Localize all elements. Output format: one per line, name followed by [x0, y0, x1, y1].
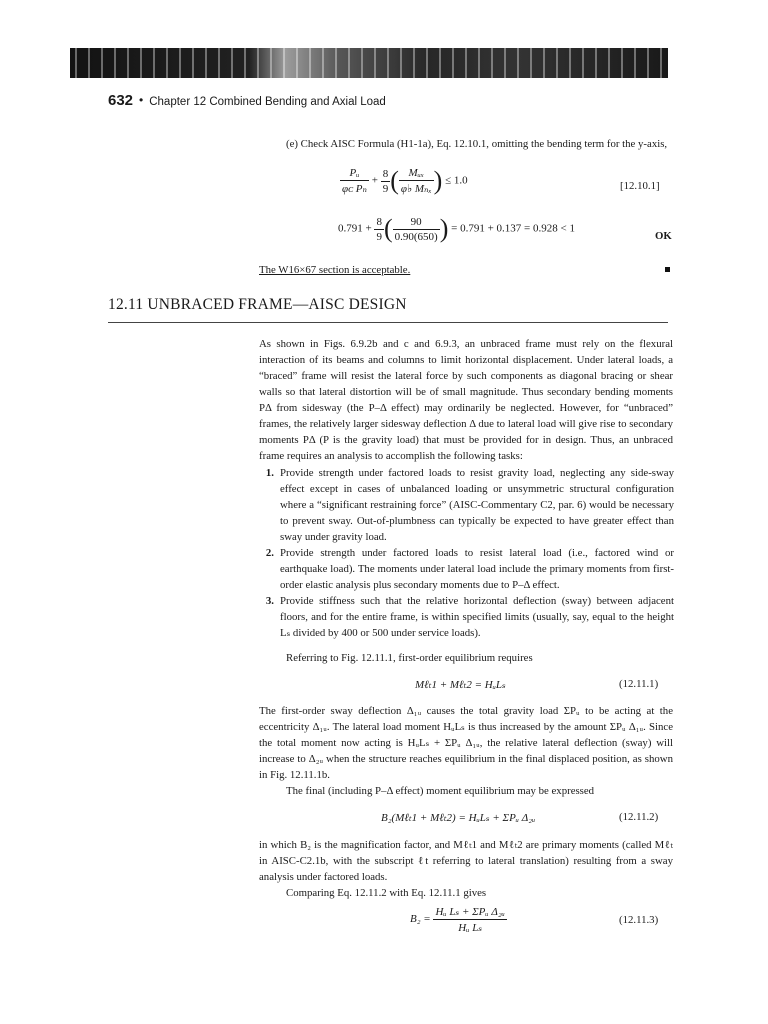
list-item-text: Provide stiffness such that the relative horizontal deflection (sway) between adjacent floors, and for the entire frame, is within specified limits (usually, say, equal to the height Lₛ divided by 400 or 500 under service loads). — [280, 595, 674, 639]
eq-number-12-11-2: (12.11.2) — [619, 811, 659, 823]
eq-rhs: = 0.791 + 0.137 = 0.928 < 1 — [451, 222, 575, 235]
task-list — [258, 465, 674, 641]
step-e-text: (e) Check AISC Formula (H1-1a), Eq. 12.10.1, omitting the bending term for the y-axis, — [286, 138, 668, 150]
eq-frac-b2 — [433, 905, 506, 934]
section-heading: 12.11 UNBRACED FRAME—AISC DESIGN — [108, 296, 407, 313]
frac-numerator: 90 — [393, 216, 440, 230]
left-paren: ( — [390, 166, 399, 195]
conclusion-text: The W16×67 section is acceptable. — [259, 264, 411, 276]
eq-number-12-10-1: [12.10.1] — [620, 180, 660, 192]
bullet-separator: • — [139, 93, 144, 107]
paragraph-magnification: in which B₂ is the magnification factor, and Mℓₜ1 and Mℓₜ2 are primary moments (called Mℓₜ in AISC-C2.1b, with the subscript ℓt referring to lateral translation) resulting from a sway analysis under factored loads. — [259, 839, 673, 883]
equation-check — [338, 214, 575, 244]
equation-12-10-1 — [340, 166, 468, 196]
paragraph-final-equilibrium: The final (including P–Δ effect) moment equilibrium may be expressed — [286, 785, 595, 797]
page-number: 632 — [108, 92, 134, 109]
eq-frac-coef — [374, 216, 384, 243]
right-paren: ) — [433, 166, 443, 195]
frac-denominator: φᴄ Pₙ — [342, 183, 367, 195]
paragraph-intro: As shown in Figs. 6.9.2b and c and 6.9.3, an unbraced frame must rely on the flexural interaction of its beams and columns to limit horizontal displacement. Under lateral loads, a “braced” frame will resist the lateral force by such components as diagonal bracing or shear walls so that lateral distortion will be of small magnitude. Thus secondary bending moments PΔ from sidesway (the P–Δ effect) may ordinarily be neglected. However, for “unbraced” frames, the relatively larger sidesway deflection Δ due to lateral load will give rise to secondary moments PΔ (P is the gravity load) that must be provided for in design. Thus, an unbraced frame requires an analysis to accomplish the following tasks: — [259, 338, 673, 462]
list-item-text: Provide strength under factored loads to resist gravity load, neglecting any side-sway effect except in cases of unbalanced loading or unsymmetric structural configuration where a “significant restraining force” (AISC-Commentary C2, par. 6) would be necessary to prevent sway. Out-of-plumbness can typically be expected to have greater effect than sway under gravity load. — [280, 467, 674, 543]
list-item-number: 3. — [265, 595, 274, 607]
equation-12-11-1: Mℓₜ1 + Mℓₜ2 = HᵤLₛ — [415, 679, 506, 691]
referring-text: Referring to Fig. 12.11.1, first-order equilibrium requires — [286, 652, 533, 664]
list-item-number: 2. — [265, 547, 274, 559]
paragraph-comparing: Comparing Eq. 12.11.2 with Eq. 12.11.1 gives — [286, 887, 487, 899]
left-paren: ( — [383, 214, 393, 243]
frac-denominator: Hᵤ Lₛ — [458, 922, 483, 934]
ok-label: OK — [655, 230, 672, 242]
eq-lead: 0.791 + — [338, 222, 372, 235]
eq-number-12-11-3: (12.11.3) — [619, 914, 659, 926]
eq-frac-pu — [340, 167, 369, 195]
frac-denominator: 9 — [376, 230, 382, 243]
list-item — [258, 465, 674, 545]
frac-numerator: Pᵤ — [340, 167, 369, 181]
chapter-title: Chapter 12 Combined Bending and Axial Load — [149, 96, 386, 108]
eq-lhs: B₂ = — [410, 913, 431, 926]
frac-numerator: Hᵤ Lₛ + ΣPᵤ Δ₂ᵤ — [435, 906, 505, 918]
list-item — [258, 545, 674, 593]
frac-denominator: 0.90(650) — [394, 230, 438, 243]
frac-denominator: 9 — [382, 182, 389, 195]
eq-frac-90 — [393, 216, 440, 243]
eq-frac-coef — [381, 168, 391, 195]
scan-edge-band — [70, 48, 668, 78]
equation-12-11-3 — [410, 905, 507, 934]
list-item-number: 1. — [265, 467, 274, 479]
equation-12-11-2: B₂(Mℓₜ1 + Mℓₜ2) = HᵤLₛ + ΣPᵤ Δ₂ᵤ — [381, 812, 536, 824]
eq-number-12-11-1: (12.11.1) — [619, 678, 659, 690]
plus-sign: + — [371, 174, 378, 187]
right-paren: ) — [439, 214, 449, 243]
eq-frac-mux — [399, 167, 434, 195]
frac-numerator: Mᵤₓ — [399, 167, 434, 181]
end-of-example-mark — [665, 267, 670, 272]
frac-numerator: 8 — [382, 167, 389, 180]
eq-rhs: ≤ 1.0 — [445, 174, 468, 187]
paragraph-sway: The first-order sway deflection Δ₁ᵤ causes the total gravity load ΣPᵤ to be acting at the eccentricity Δ₁ᵤ. The lateral load moment HᵤLₛ is thus increased by the amount ΣPᵤ Δ₁ᵤ. Since the total moment now acting is HᵤLₛ + ΣPᵤ Δ₁ᵤ, the relative lateral deflection (sway) will increase to Δ₂ᵤ when the structure reaches equilibrium in the final displaced position, as shown in Fig. 12.11.1b. — [259, 705, 673, 781]
frac-numerator: 8 — [376, 215, 382, 228]
section-rule — [108, 322, 668, 323]
frac-denominator: φ♭ Mₙₓ — [400, 183, 432, 195]
list-item-text: Provide strength under factored loads to resist lateral load (i.e., factored wind or earthquake load). The moments under lateral load include the primary moments from first-order elastic analysis plus secondary moments due to P–Δ effect. — [280, 547, 674, 591]
list-item — [258, 593, 674, 641]
running-head — [108, 92, 668, 112]
